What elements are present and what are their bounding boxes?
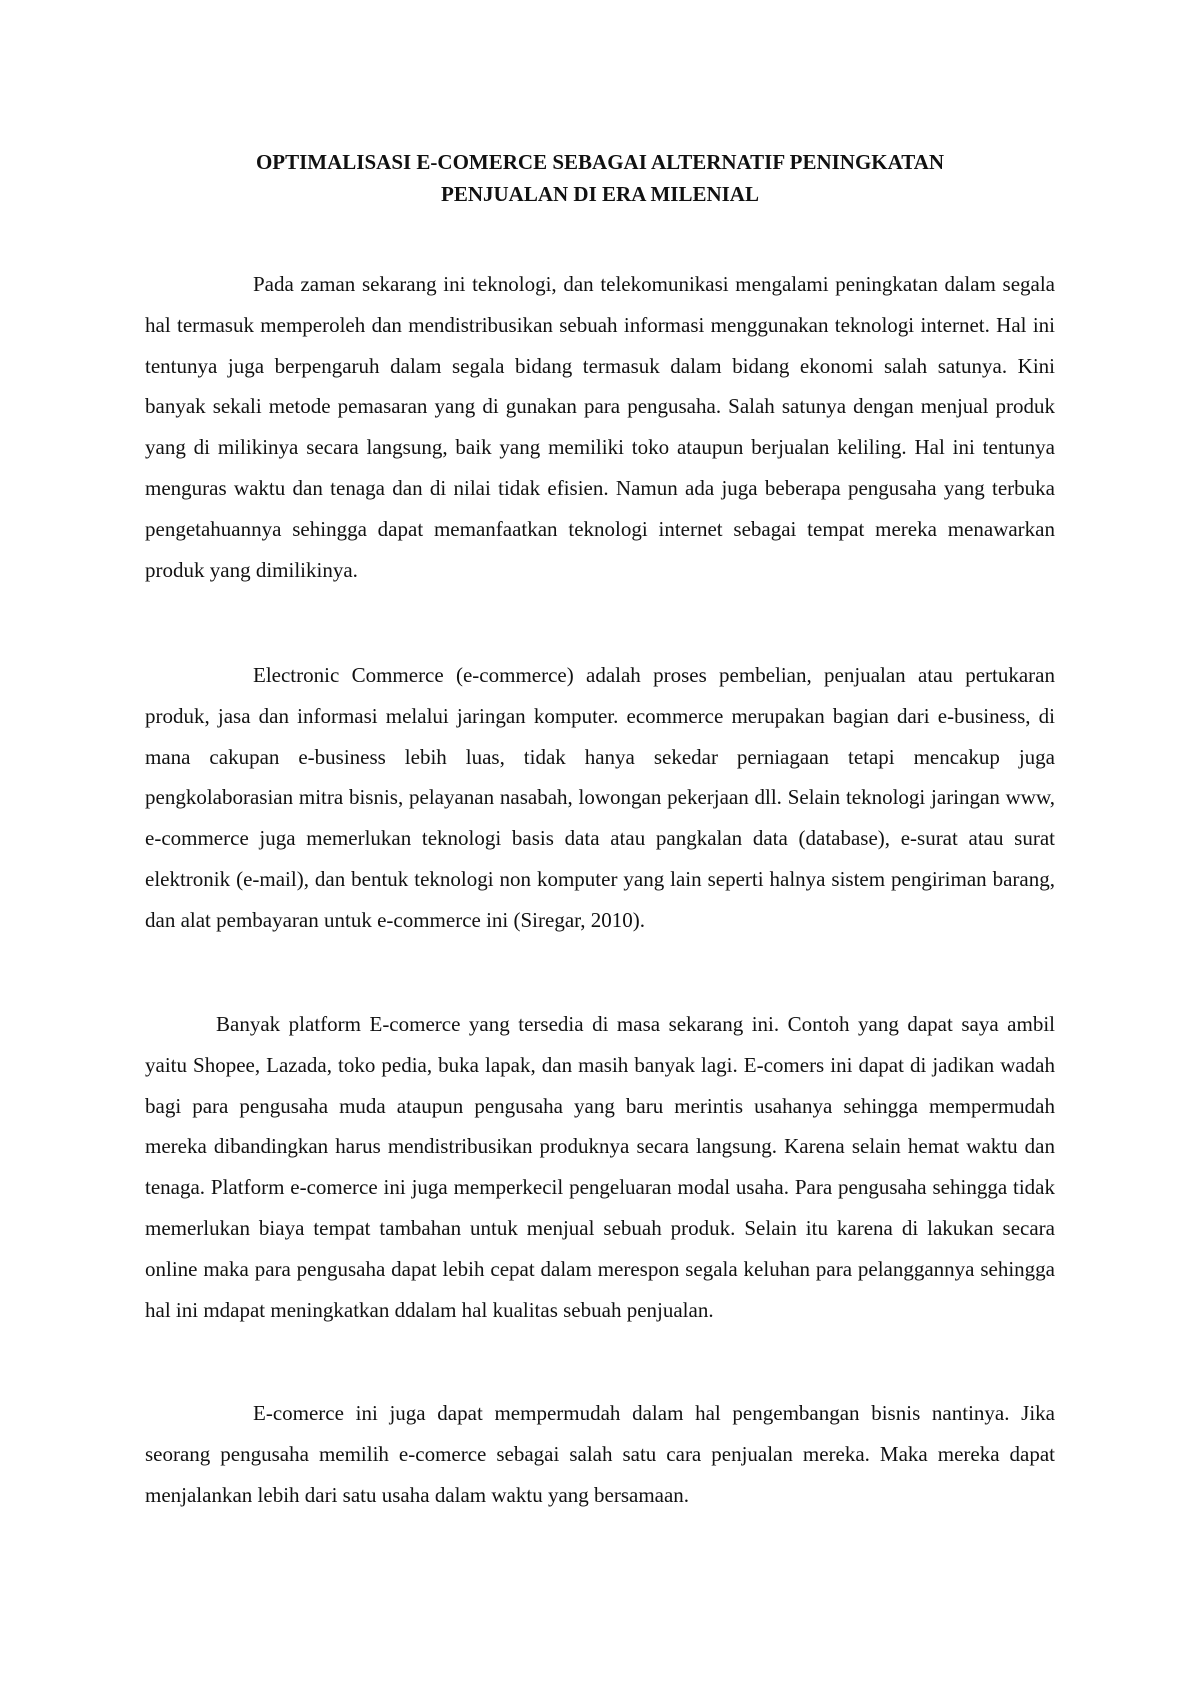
title-line-1: OPTIMALISASI E-COMERCE SEBAGAI ALTERNATIF PENINGKATAN xyxy=(255,150,945,174)
paragraph-3: Banyak platform E-comerce yang tersedia di masa sekarang ini. Contoh yang dapat saya ambil yaitu Shopee, Lazada, toko pedia, buka lapak, dan masih banyak lagi. E-comers ini dapat di jadikan wadah bagi para pengusaha muda ataupun pengusaha yang baru merintis usahanya sehingga mempermudah mereka dibandingkan harus mendistribusikan produknya secara langsung. Karena selain hemat waktu dan tenaga. Platform e-comerce ini juga memperkecil pengeluaran modal usaha. Para pengusaha sehingga tidak memerlukan biaya tempat tambahan untuk menjual sebuah produk. Selain itu karena di lakukan secara online maka para pengusaha dapat lebih cepat dalam merespon segala keluhan para pelanggannya sehingga hal ini mdapat meningkatkan ddalam hal kualitas sebuah penjualan. xyxy=(145,1012,1055,1322)
paragraph-1: Pada zaman sekarang ini teknologi, dan telekomunikasi mengalami peningkatan dalam segala hal termasuk memperoleh dan mendistribusikan sebuah informasi menggunakan teknologi internet. Hal ini tentunya juga berpengaruh dalam segala bidang termasuk dalam bidang ekonomi salah satunya. Kini banyak sekali metode pemasaran yang di gunakan para pengusaha. Salah satunya dengan menjual produk yang di milikinya secara langsung, baik yang memiliki toko ataupun berjualan keliling. Hal ini tentunya menguras waktu dan tenaga dan di nilai tidak efisien. Namun ada juga beberapa pengusaha yang terbuka pengetahuannya sehingga dapat memanfaatkan teknologi internet sebagai tempat mereka menawarkan produk yang dimilikinya. xyxy=(145,272,1055,582)
paragraph-4: E-comerce ini juga dapat mempermudah dalam hal pengembangan bisnis nantinya. Jika seorang pengusaha memilih e-comerce sebagai salah satu cara penjualan mereka. Maka mereka dapat menjalankan lebih dari satu usaha dalam waktu yang bersamaan. xyxy=(145,1401,1055,1507)
document-title xyxy=(145,146,1055,210)
paragraph-2: Electronic Commerce (e-commerce) adalah proses pembelian, penjualan atau pertukaran produk, jasa dan informasi melalui jaringan komputer. ecommerce merupakan bagian dari e-business, di mana cakupan e-business lebih luas, tidak hanya sekedar perniagaan tetapi mencakup juga pengkolaborasian mitra bisnis, pelayanan nasabah, lowongan pekerjaan dll. Selain teknologi jaringan www, e-commerce juga memerlukan teknologi basis data atau pangkalan data (database), e-surat atau surat elektronik (e-mail), dan bentuk teknologi non komputer yang lain seperti halnya sistem pengiriman barang, dan alat pembayaran untuk e-commerce ini (Siregar, 2010). xyxy=(145,663,1055,932)
title-line-2: PENJUALAN DI ERA MILENIAL xyxy=(441,182,759,206)
